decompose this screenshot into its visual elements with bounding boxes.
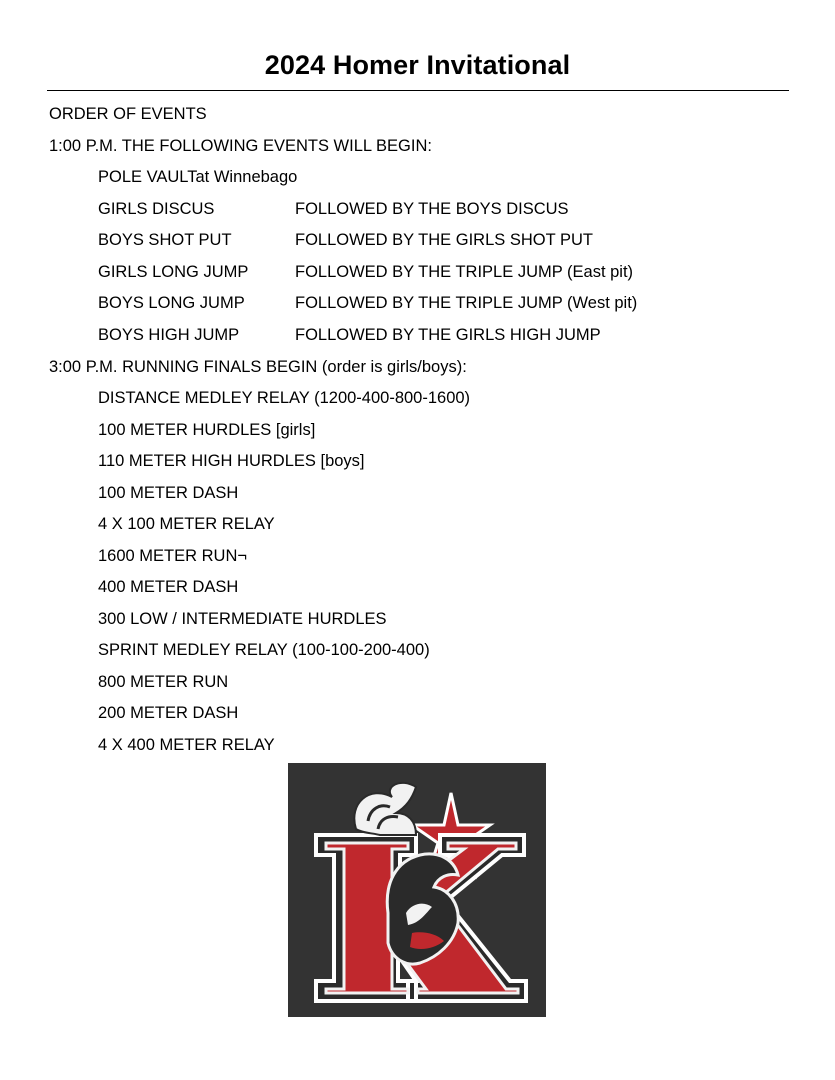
running-event: 200 METER DASH xyxy=(98,704,239,722)
running-event: 4 X 400 METER RELAY xyxy=(98,736,275,754)
order-heading: ORDER OF EVENTS xyxy=(49,105,207,123)
running-event: 110 METER HIGH HURDLES [boys] xyxy=(98,452,365,470)
field-event-name: BOYS LONG JUMP xyxy=(98,294,245,312)
title-rule xyxy=(47,90,789,91)
field-event-name: GIRLS DISCUS xyxy=(98,200,215,218)
k-knight-logo-icon xyxy=(288,763,546,1017)
running-event: DISTANCE MEDLEY RELAY (1200-400-800-1600) xyxy=(98,389,471,407)
pole-vault-line: POLE VAULTat Winnebago xyxy=(98,168,298,186)
field-event-name: BOYS SHOT PUT xyxy=(98,231,232,249)
field-events-heading: 1:00 P.M. THE FOLLOWING EVENTS WILL BEGIN: xyxy=(49,137,432,155)
running-event: 1600 METER RUN¬ xyxy=(98,547,248,565)
running-finals-heading: 3:00 P.M. RUNNING FINALS BEGIN (order is girls/boys): xyxy=(49,358,467,376)
running-event: 300 LOW / INTERMEDIATE HURDLES xyxy=(98,610,387,628)
running-event: 400 METER DASH xyxy=(98,578,239,596)
running-event: SPRINT MEDLEY RELAY (100-100-200-400) xyxy=(98,641,430,659)
page-title: 2024 Homer Invitational xyxy=(264,50,571,80)
field-event-followup: FOLLOWED BY THE BOYS DISCUS xyxy=(295,200,569,218)
field-event-followup: FOLLOWED BY THE TRIPLE JUMP (East pit) xyxy=(295,263,634,281)
field-event-name: GIRLS LONG JUMP xyxy=(98,263,249,281)
field-event-followup: FOLLOWED BY THE GIRLS SHOT PUT xyxy=(295,231,593,249)
running-event: 4 X 100 METER RELAY xyxy=(98,515,275,533)
field-event-followup: FOLLOWED BY THE GIRLS HIGH JUMP xyxy=(295,326,601,344)
running-event: 100 METER HURDLES [girls] xyxy=(98,421,316,439)
field-event-name: BOYS HIGH JUMP xyxy=(98,326,240,344)
running-event: 100 METER DASH xyxy=(98,484,239,502)
field-event-followup: FOLLOWED BY THE TRIPLE JUMP (West pit) xyxy=(295,294,638,312)
running-event: 800 METER RUN xyxy=(98,673,229,691)
